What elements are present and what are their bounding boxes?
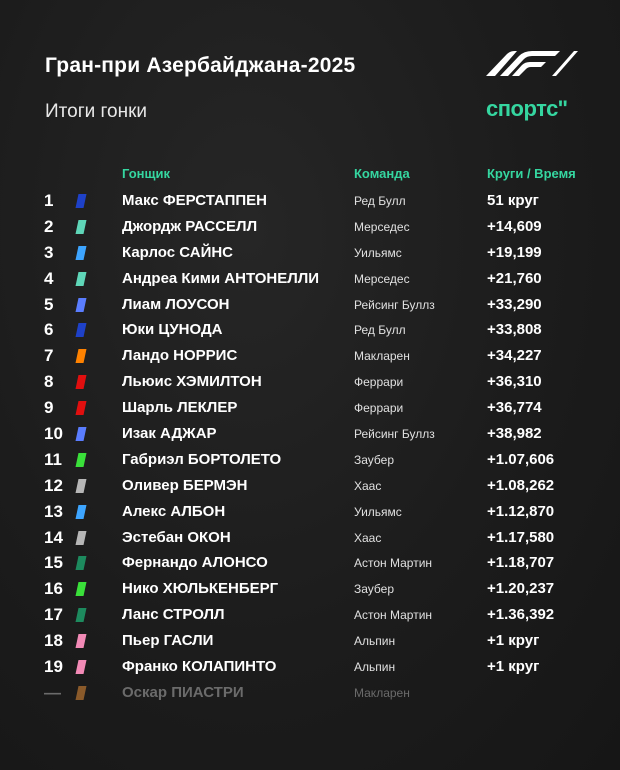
position: 19: [44, 657, 63, 677]
table-row: [0, 188, 620, 214]
position: 16: [44, 579, 63, 599]
team-name: Хаас: [354, 530, 382, 545]
driver-name: Андреа Кими АНТОНЕЛЛИ: [122, 269, 320, 287]
team-color-marker: [76, 608, 87, 622]
team-color-marker: [76, 401, 87, 415]
position: 14: [44, 527, 63, 547]
table-row: [0, 343, 620, 369]
lap-time: +1.07,606: [487, 450, 555, 468]
team-color-marker: [76, 349, 87, 363]
team-color-marker: [76, 194, 87, 208]
team-name: Феррари: [354, 401, 404, 416]
lap-time: +14,609: [487, 217, 542, 235]
driver-name: Лиам ЛОУСОН: [122, 295, 230, 313]
team-name: Феррари: [354, 375, 404, 390]
team-color-marker: [76, 427, 87, 441]
table-row: [0, 525, 620, 551]
team-name: Астон Мартин: [354, 608, 433, 623]
table-row: [0, 602, 620, 628]
team-name: Рейсинг Буллз: [354, 427, 435, 442]
driver-name: Эстебан ОКОН: [122, 528, 231, 546]
team-name: Заубер: [354, 582, 395, 597]
lap-time: +34,227: [487, 347, 542, 365]
position: 15: [44, 553, 63, 573]
team-name: Макларен: [354, 685, 410, 700]
position: 6: [44, 320, 54, 340]
page-title: Гран-при Азербайджана-2025: [45, 54, 356, 77]
team-color-marker: [76, 298, 87, 312]
position: 4: [44, 268, 54, 288]
position: 5: [44, 294, 54, 314]
team-name: Уильямс: [354, 504, 402, 519]
team-name: Альпин: [354, 634, 396, 649]
team-color-marker: [76, 375, 87, 389]
driver-name: Оливер БЕРМЭН: [122, 476, 248, 494]
driver-name: Франко КОЛАПИНТО: [122, 658, 277, 676]
position: 7: [44, 346, 54, 366]
team-color-marker: [76, 453, 87, 467]
driver-name: Габриэл БОРТОЛЕТО: [122, 450, 282, 468]
column-header-time: Круги / Время: [487, 166, 576, 181]
lap-time: 51 круг: [487, 192, 539, 209]
position: 2: [44, 216, 54, 236]
driver-name: Макс ФЕРСТАППЕН: [122, 192, 267, 209]
team-color-marker: [76, 272, 87, 286]
team-color-marker: [76, 556, 87, 570]
team-name: Альпин: [354, 660, 396, 675]
team-name: Заубер: [354, 452, 395, 467]
team-name: Мерседес: [354, 271, 410, 286]
driver-name: Алекс АЛБОН: [122, 502, 226, 520]
f1-logo-icon: [486, 50, 578, 76]
table-row: [0, 447, 620, 473]
position: 1: [44, 191, 54, 210]
driver-name: Ландо НОРРИС: [122, 347, 238, 365]
lap-time: +21,760: [487, 269, 542, 287]
team-color-marker: [76, 220, 87, 234]
driver-name: Карлос САЙНС: [122, 243, 234, 261]
team-name: Уильямс: [354, 245, 402, 260]
page-subtitle: Итоги гонки: [45, 101, 148, 122]
table-row: [0, 292, 620, 318]
table-row: [0, 654, 620, 680]
driver-name: Шарль ЛЕКЛЕР: [122, 399, 238, 417]
table-row: [0, 680, 620, 706]
position: 18: [44, 631, 63, 651]
team-color-marker: [76, 582, 87, 596]
position: 10: [44, 424, 63, 444]
lap-time: +38,982: [487, 425, 542, 443]
lap-time: +1.18,707: [487, 554, 555, 572]
table-row: [0, 473, 620, 499]
position: 11: [44, 449, 62, 469]
team-name: Ред Булл: [354, 323, 406, 338]
table-row: [0, 628, 620, 654]
driver-name: Изак АДЖАР: [122, 425, 217, 443]
lap-time: +1.17,580: [487, 528, 555, 546]
table-row: [0, 499, 620, 525]
lap-time: +33,808: [487, 321, 542, 339]
team-color-marker: [76, 323, 87, 337]
position: 17: [44, 605, 63, 625]
team-name: Рейсинг Буллз: [354, 297, 435, 312]
lap-time: +1.08,262: [487, 476, 555, 494]
driver-name: Юки ЦУНОДА: [122, 321, 223, 339]
driver-name: Нико ХЮЛЬКЕНБЕРГ: [122, 580, 279, 598]
position: 8: [44, 372, 54, 392]
table-row: [0, 576, 620, 602]
team-name: Мерседес: [354, 219, 410, 234]
driver-name: Ланс СТРОЛЛ: [122, 606, 225, 624]
table-row: [0, 240, 620, 266]
results-table: [0, 188, 620, 706]
table-row: [0, 369, 620, 395]
team-name: Астон Мартин: [354, 556, 433, 571]
table-row: [0, 214, 620, 240]
column-header-driver: Гонщик: [122, 166, 170, 181]
team-color-marker: [76, 660, 87, 674]
table-row: [0, 317, 620, 343]
team-name: Хаас: [354, 478, 382, 493]
team-color-marker: [76, 246, 87, 260]
table-row: [0, 395, 620, 421]
column-header-team: Команда: [354, 166, 410, 181]
lap-time: +1.20,237: [487, 580, 555, 598]
table-row: [0, 421, 620, 447]
driver-name: Пьер ГАСЛИ: [122, 632, 214, 650]
position: 9: [44, 398, 54, 418]
lap-time: +33,290: [487, 295, 542, 313]
team-name: Макларен: [354, 349, 410, 364]
position: 12: [44, 475, 63, 495]
brand-logo: спортс'': [486, 96, 568, 121]
team-color-marker: [76, 634, 87, 648]
team-color-marker: [76, 479, 87, 493]
driver-name: Фернандо АЛОНСО: [122, 554, 268, 572]
lap-time: +1 круг: [487, 632, 540, 650]
position: 13: [44, 501, 63, 521]
position: —: [44, 682, 61, 702]
lap-time: +1.12,870: [487, 502, 555, 520]
lap-time: +1.36,392: [487, 606, 555, 624]
driver-name: Оскар ПИАСТРИ: [122, 683, 244, 701]
table-row: [0, 550, 620, 576]
team-color-marker: [76, 686, 87, 700]
lap-time: +36,310: [487, 373, 542, 391]
driver-name: Джордж РАССЕЛЛ: [122, 217, 258, 235]
team-name: Ред Булл: [354, 194, 406, 208]
team-color-marker: [76, 531, 87, 545]
driver-name: Льюис ХЭМИЛТОН: [122, 373, 262, 391]
team-color-marker: [76, 505, 87, 519]
lap-time: +36,774: [487, 399, 542, 417]
lap-time: +1 круг: [487, 658, 540, 676]
position: 3: [44, 242, 54, 262]
table-row: [0, 266, 620, 292]
lap-time: +19,199: [487, 243, 542, 261]
